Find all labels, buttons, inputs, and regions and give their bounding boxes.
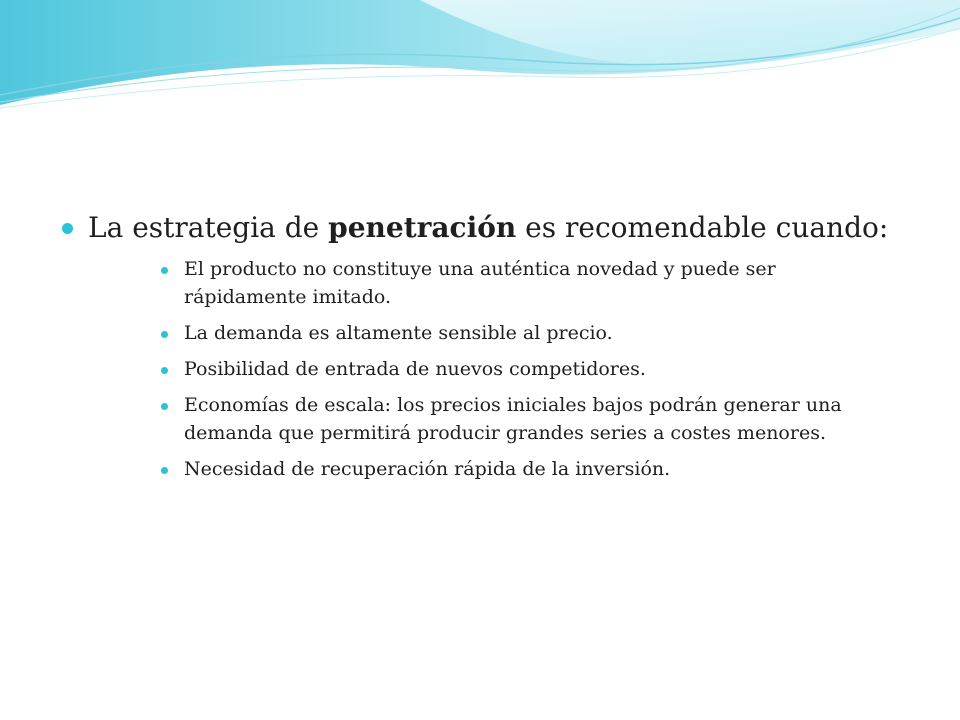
main-bullet-text-end: es recomendable cuando:	[516, 211, 889, 244]
sub-bullet	[161, 355, 904, 383]
bullet-dot-icon	[161, 267, 168, 274]
sub-bullet	[161, 255, 904, 311]
main-bullet-emphasis: penetración	[328, 211, 517, 244]
sub-bullet-text: Economías de escala: los precios iniciales bajos podrán generar una demanda que permitirá producir grandes series a costes menores.	[184, 394, 842, 444]
bullet-dot-icon	[161, 367, 168, 374]
sub-bullet	[161, 319, 904, 347]
sub-bullet	[161, 391, 904, 447]
bullet-dot-icon	[161, 403, 168, 410]
sub-bullet-text: Necesidad de recuperación rápida de la inversión.	[184, 458, 671, 480]
bullet-dot-icon	[161, 331, 168, 338]
sub-bullet-text: El producto no constituye una auténtica novedad y puede ser rápidamente imitado.	[184, 258, 776, 308]
main-bullet	[62, 210, 922, 246]
main-bullet-text-start: La estrategia de	[88, 211, 329, 244]
sub-bullet-text: La demanda es altamente sensible al precio.	[184, 322, 613, 344]
bullet-dot-icon	[161, 467, 168, 474]
bullet-dot-icon	[62, 223, 73, 234]
sub-bullet	[161, 455, 904, 483]
slide-content	[62, 210, 922, 491]
sub-bullet-list	[62, 255, 922, 483]
header-wave-decoration	[0, 0, 960, 120]
sub-bullet-text: Posibilidad de entrada de nuevos competidores.	[184, 358, 646, 380]
